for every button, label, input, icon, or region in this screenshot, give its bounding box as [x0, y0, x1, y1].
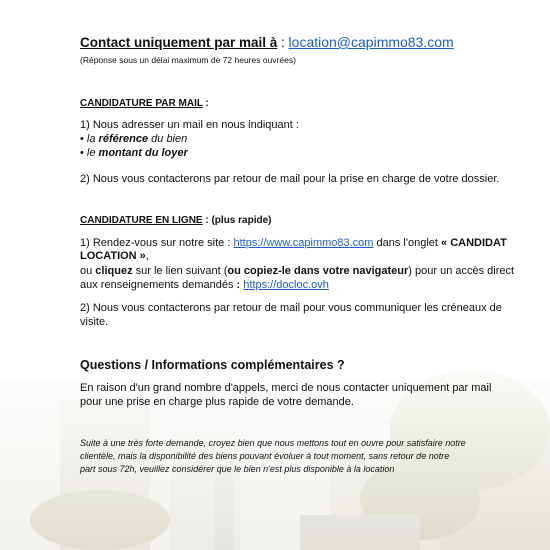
- note-line-1: Suite à une très forte demande, croyez bien que nous mettons tout en ouvre pour satisfaire notre: [80, 438, 466, 448]
- online-line-1: [80, 236, 507, 250]
- mail-heading-suffix: :: [202, 98, 209, 109]
- online-l3-pre: ou: [80, 265, 96, 277]
- online-line-4: [80, 278, 329, 292]
- online-l4-pre: aux renseignements demandés: [80, 279, 237, 291]
- questions-heading: Questions / Informations complémentaires ?: [80, 358, 345, 372]
- mail-bullet-reference: [80, 132, 187, 146]
- online-line-2: [80, 249, 149, 263]
- online-section-heading: [80, 213, 272, 228]
- bullet2-pre: le: [86, 147, 99, 159]
- questions-line-1: En raison d'un grand nombre d'appels, merci de nous contacter uniquement par mail: [80, 382, 492, 394]
- bullet1-bold: référence: [98, 133, 149, 145]
- online-step-2-line-2: visite.: [80, 316, 109, 328]
- mail-step-2: 2) Nous vous contacterons par retour de mail pour la prise en charge de votre dossier.: [80, 173, 500, 185]
- mail-step-1: 1) Nous adresser un mail en nous indiquant :: [80, 119, 299, 131]
- mail-bullet-rent: [80, 146, 188, 160]
- contact-email-link[interactable]: location@capimmo83.com: [288, 34, 454, 50]
- online-line-3: [80, 264, 514, 278]
- bullet-dot-icon: •: [80, 147, 84, 159]
- contact-label: Contact uniquement par mail à: [80, 35, 278, 50]
- online-l4-bold: :: [236, 279, 244, 291]
- contact-separator: :: [277, 35, 289, 50]
- bullet1-post: du bien: [148, 133, 188, 145]
- online-l1-mid: dans l'onglet: [373, 237, 442, 249]
- online-l1-bold: « CANDIDAT: [441, 237, 507, 249]
- mail-heading-text: CANDIDATURE PAR MAIL: [80, 98, 203, 109]
- online-heading-text: CANDIDATURE EN LIGNE: [80, 215, 203, 226]
- online-l2-bold: LOCATION »: [80, 250, 146, 262]
- mail-section-heading: [80, 96, 209, 111]
- online-l2-post: ,: [145, 250, 149, 262]
- response-delay: (Réponse sous un délai maximum de 72 heures ouvrées): [80, 55, 296, 65]
- note-line-2: clientèle, mais la disponibilité des biens pouvant évoluer à tout moment, sans retour de notre: [80, 451, 450, 461]
- bullet1-pre: la: [86, 133, 99, 145]
- contact-line: [80, 35, 454, 50]
- online-l3-post: ) pour un accès direct: [408, 265, 515, 277]
- site-url-link[interactable]: https://www.capimmo83.com: [233, 237, 374, 249]
- bullet-dot-icon: •: [80, 133, 84, 145]
- online-l3-bold2: ou copiez-le dans votre navigateur: [227, 265, 409, 277]
- online-l3-bold1: cliquez: [95, 265, 133, 277]
- bullet2-bold: montant du loyer: [98, 147, 188, 159]
- online-l3-mid: sur le lien suivant (: [132, 265, 228, 277]
- note-line-3: part sous 72h, veuillez considérer que le bien n'est plus disponible à la location: [80, 464, 395, 474]
- online-heading-suffix: : (plus rapide): [202, 215, 272, 226]
- docloc-url-link[interactable]: https://docloc.ovh: [243, 279, 329, 291]
- questions-line-2: pour une prise en charge plus rapide de votre demande.: [80, 396, 354, 408]
- online-step-2-line-1: 2) Nous vous contacterons par retour de mail pour vous communiquer les créneaux de: [80, 302, 502, 314]
- online-l1-pre: 1) Rendez-vous sur notre site :: [80, 237, 234, 249]
